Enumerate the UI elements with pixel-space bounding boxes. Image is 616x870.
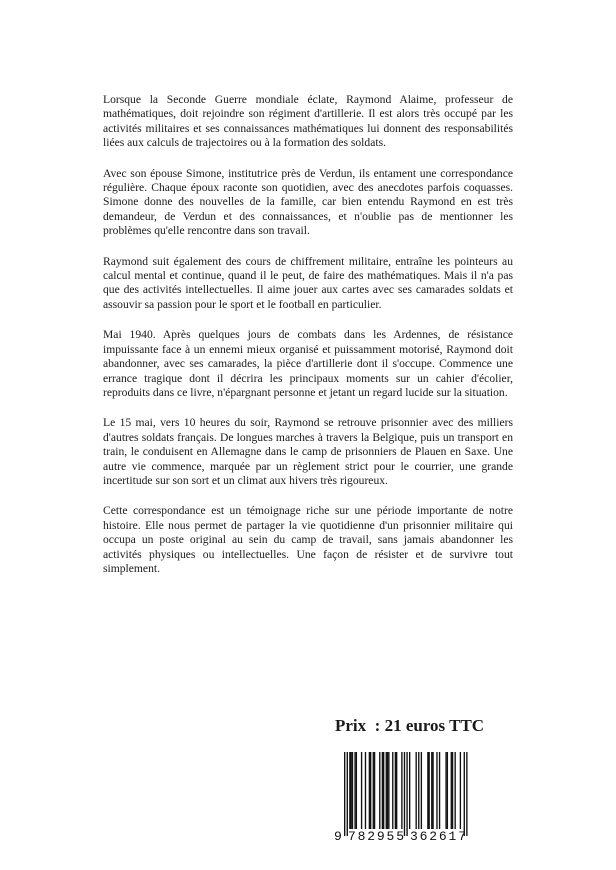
barcode-bar — [439, 752, 440, 829]
paragraph-2: Avec son épouse Simone, institutrice près de Verdun, ils entament une correspondance régulière. Chaque époux raconte son quotidien, avec des anecdotes parfois coquasses. Simone donne des nouvelles de la famille, car bien entendu Raymond en est très demandeur, de Verdun et des connaissances, et n'oublie pas de mentionner les problèmes qu'elle rencontre dans son travail. — [103, 166, 513, 238]
barcode-digit-first: 9 — [334, 829, 342, 844]
barcode-bar — [361, 752, 362, 829]
barcode-bar — [436, 752, 437, 829]
barcode-bar — [370, 752, 371, 829]
barcode-bar — [356, 752, 357, 829]
barcode-bar — [349, 752, 350, 829]
barcode-bar — [418, 752, 419, 829]
barcode-bar — [351, 752, 352, 829]
barcode-bar — [466, 752, 467, 836]
barcode-bar — [386, 752, 387, 829]
barcode-bar — [382, 752, 383, 829]
barcode-bar — [354, 752, 355, 829]
barcode-bar — [388, 752, 389, 829]
barcode-bar — [365, 752, 366, 829]
barcode-bars — [344, 752, 468, 836]
price-label: Prix : 21 euros TTC — [335, 716, 485, 735]
back-cover-text — [103, 93, 513, 592]
barcode-bar — [387, 752, 388, 829]
barcode-bar — [409, 752, 410, 829]
barcode-bar — [455, 752, 456, 829]
barcode-bar — [406, 752, 407, 836]
barcode-bar — [431, 752, 432, 829]
barcode-bar — [404, 752, 405, 836]
barcode-bar — [383, 752, 384, 829]
barcode-bar — [460, 752, 461, 829]
barcode-bar — [451, 752, 452, 829]
paragraph-1: Lorsque la Seconde Guerre mondiale éclate, Raymond Alaime, professeur de mathématiques, doit rejoindre son régiment d'artillerie. Il est alors très occupé par les activités militaires et ses connaissances mathématiques lui donnent des responsabilités liées aux calculs de trajectoires ou à la formation des soldats. — [103, 93, 513, 150]
barcode-bar — [421, 752, 422, 829]
paragraph-5: Le 15 mai, vers 10 heures du soir, Raymond se retrouve prisonnier avec des milliers d'autres soldats français. De longues marches à travers la Belgique, puis un transport en train, le conduisent en Allemagne dans le camp de prisonniers de Plauen en Saxe. Une autre vie commence, marquée par un règlement strict pour le courrier, une grande incertitude sur son sort et un climat aux hivers très rigoureux. — [103, 416, 513, 487]
barcode-bar — [352, 752, 353, 829]
barcode-digits-left: 782955 — [348, 829, 404, 844]
barcode-bar — [401, 752, 402, 829]
barcode-bar — [347, 752, 348, 836]
barcode-bar — [344, 752, 345, 836]
barcode-bar — [374, 752, 375, 829]
barcode-bar — [396, 752, 397, 829]
paragraph-4: Mai 1940. Après quelques jours de combats dans les Ardennes, de résistance impuissante face à un ennemi mieux organisé et puissamment motorisé, Raymond doit abandonner, avec ses camarades, la pièce d'artillerie dont il s'occupe. Commence une errance tragique dont il décrira les principaux moments sur un cahier d'écolier, reproduits dans ce livre, n'épargnant personne et jetant un regard lucide sur la situation. — [103, 328, 513, 399]
barcode-bar — [379, 752, 380, 829]
barcode-bar — [395, 752, 396, 829]
barcode-bar — [429, 752, 430, 829]
barcode-digits-right: 362617 — [410, 829, 466, 844]
barcode-bar — [447, 752, 448, 829]
barcode-bar — [392, 752, 393, 829]
barcode-bar — [432, 752, 433, 829]
barcode-bar — [427, 752, 428, 829]
barcode-bar — [416, 752, 417, 829]
paragraph-6: Cette correspondance est un témoignage riche sur une période importante de notre histoire. Elle nous permet de partager la vie quotidienne d'un prisonnier militaire qui occupa un poste original au sein du camp de travail, sans jamais abandonner les activités physiques ou intellectuelles. Une façon de résister et de survivre tout simplement. — [103, 504, 513, 575]
barcode-bar — [445, 752, 446, 829]
barcode-bar — [373, 752, 374, 829]
barcode-bar — [369, 752, 370, 829]
paragraph-3: Raymond suit également des cours de chiffrement militaire, entraîne les pointeurs au calcul mental et continue, quand il le peut, de faire des mathématiques. Mais il n'a pas que des activités intellectuelles. Il aime jouer aux cartes avec ses camarades soldats et assouvir sa passion pour le sport et le football en particulier. — [103, 254, 513, 311]
barcode-bar — [464, 752, 465, 836]
barcode-bar — [452, 752, 453, 829]
isbn-barcode — [330, 748, 480, 845]
